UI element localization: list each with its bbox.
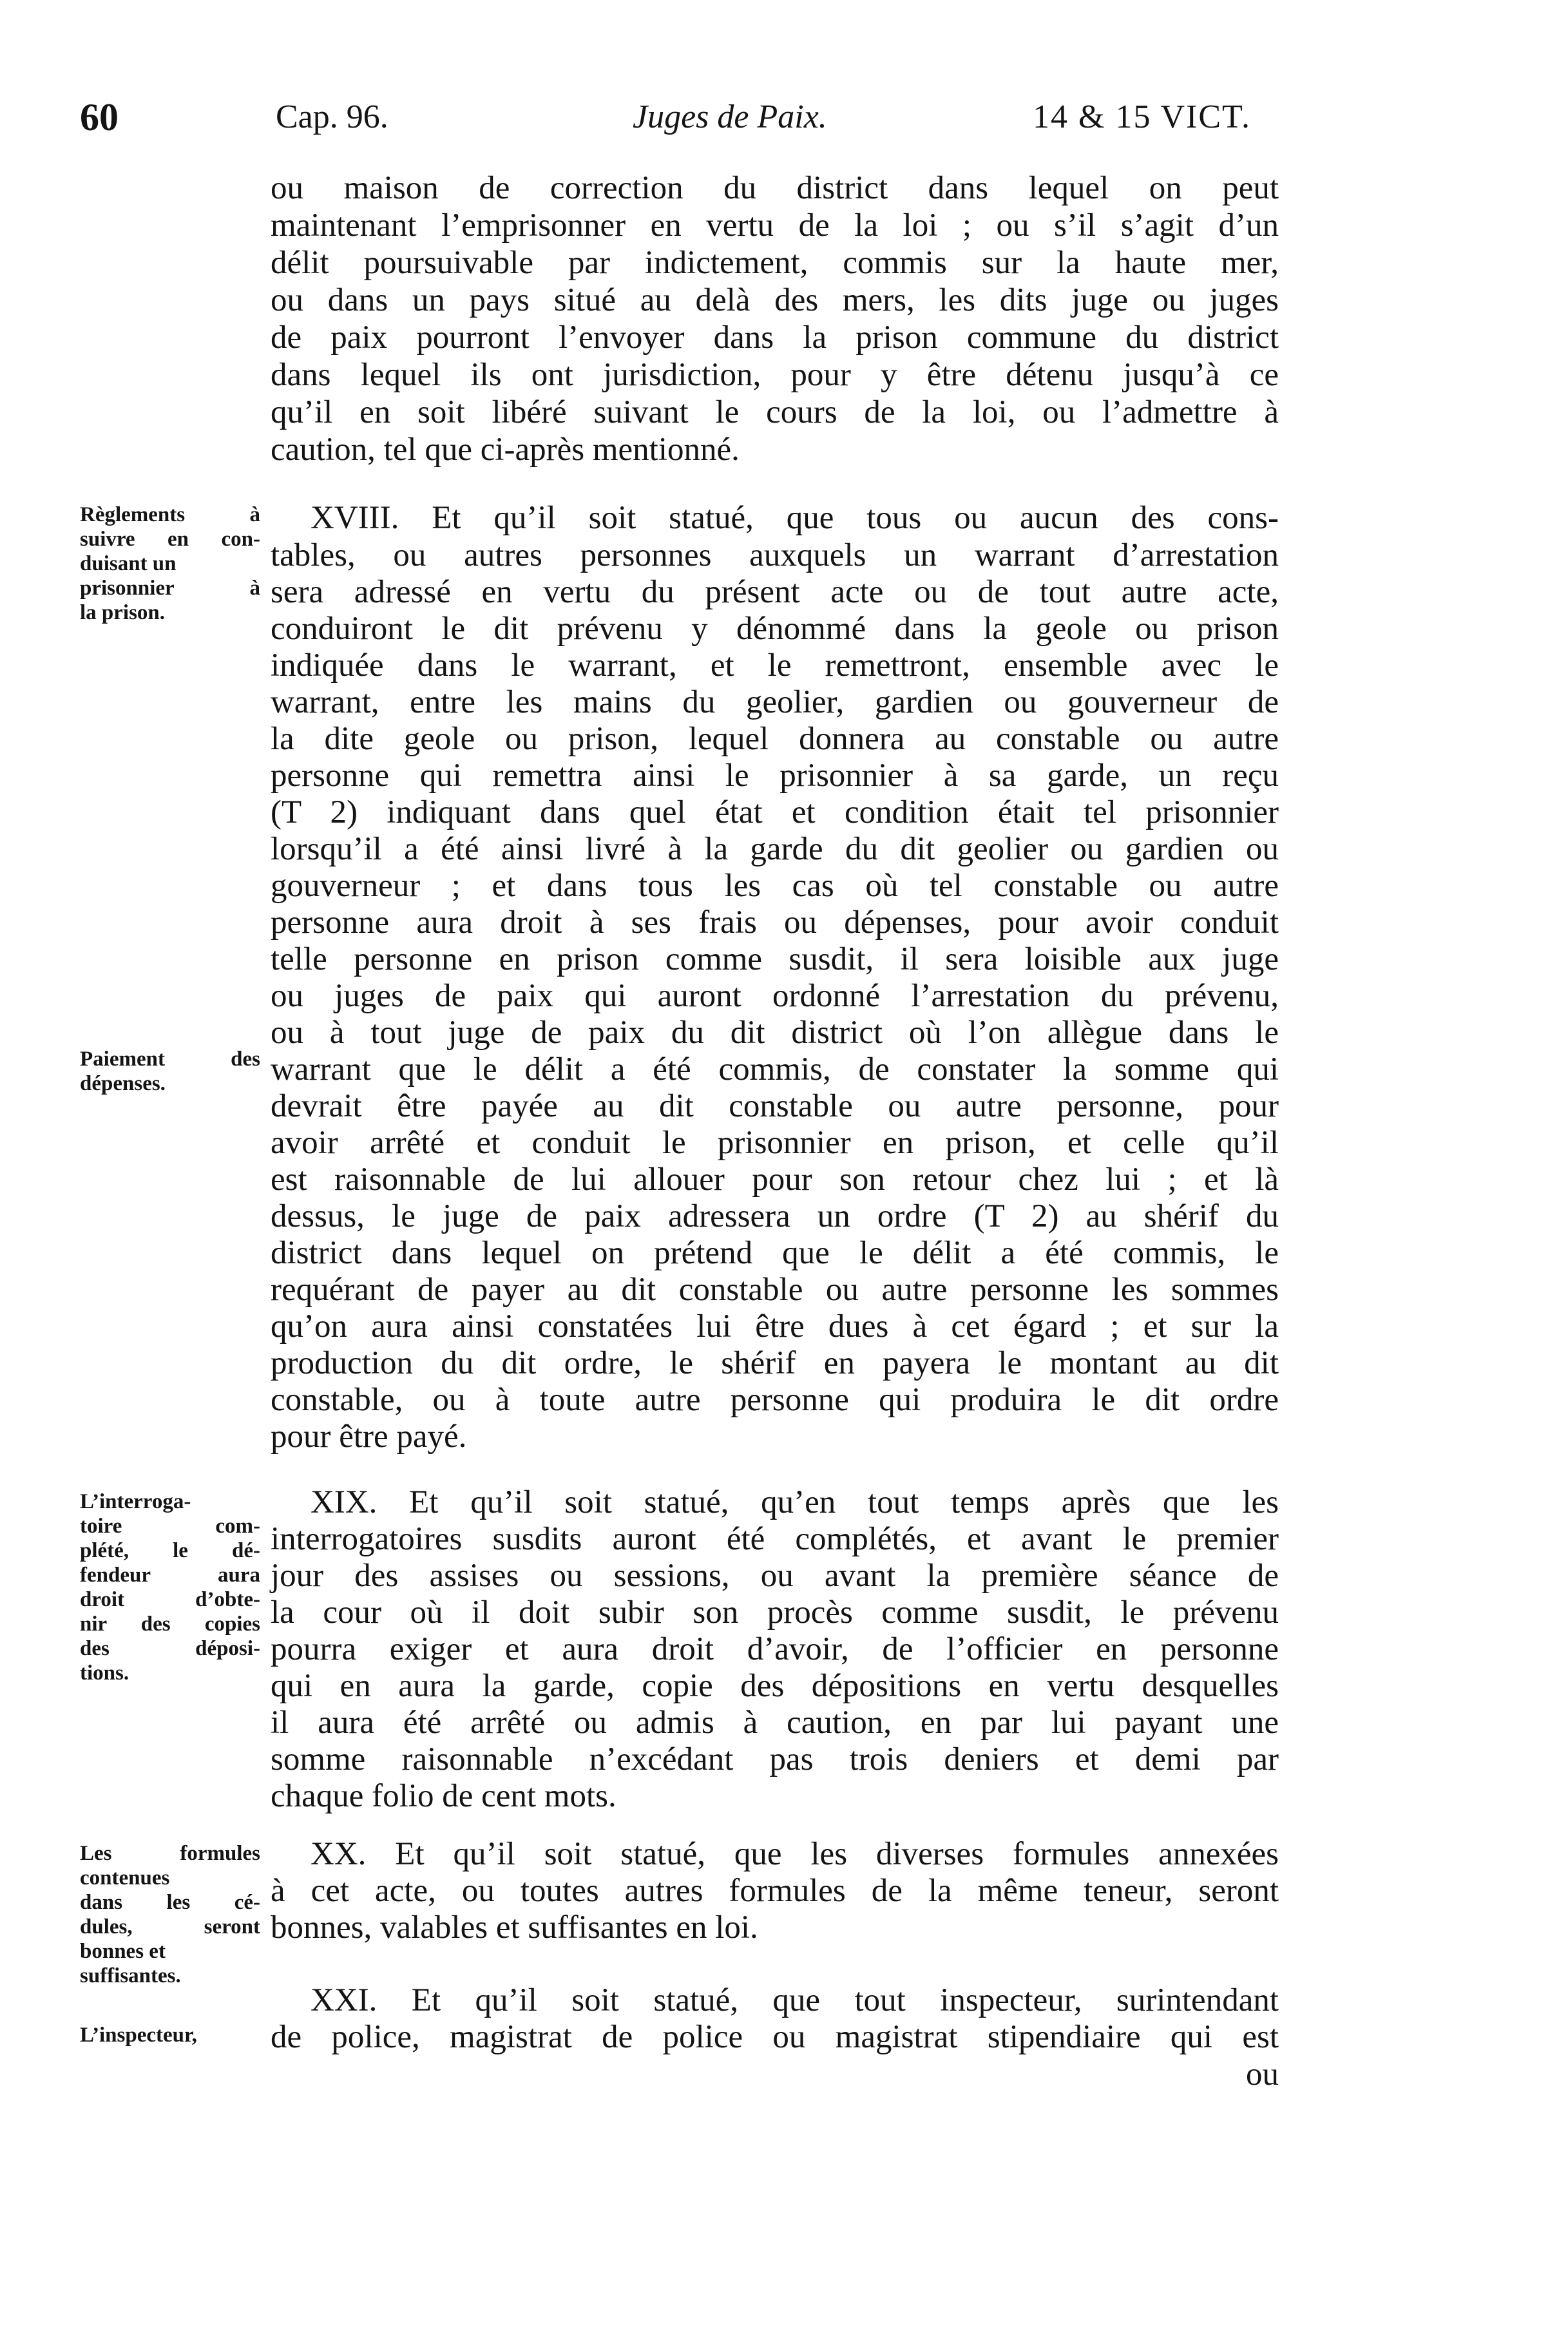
text-line: caution, tel que ci-après mentionné. [271,432,740,468]
running-title: Juges de Paix. [633,99,827,135]
section-heading-line: XX. Et qu’il soit statué, que les diverses formules annexées [311,1836,1279,1872]
text-line: district dans lequel on prétend que le délit a été commis, le [271,1235,1279,1271]
text-line: warrant que le délit a été commis, de constater la somme qui [271,1051,1279,1087]
marginal-note-interrogatory [80,1489,260,1685]
text-line: warrant, entre les mains du geolier, gardien ou gouverneur de [271,684,1279,720]
text-line: avoir arrêté et conduit le prisonnier en prison, et celle qu’il [271,1125,1279,1161]
page-number: 60 [80,96,119,139]
section-heading-line: XVIII. Et qu’il soit statué, que tous ou aucun des cons- [311,500,1279,536]
note-line: dans les cé- [80,1891,260,1914]
text-line: ou dans un pays situé au delà des mers, les dits juge ou juges [271,282,1279,318]
section-heading-line: XXI. Et qu’il soit statué, que tout inspecteur, surintendant [311,1982,1279,2018]
marginal-note-formulas [80,1841,260,1988]
text-line: maintenant l’emprisonner en vertu de la loi ; ou s’il s’agit d’un [271,207,1279,244]
text-line: lorsqu’il a été ainsi livré à la garde du dit geolier ou gardien ou [271,831,1279,867]
note-line: duisant un [80,552,177,575]
note-line: prisonnier à [80,577,260,600]
note-line: tions. [80,1661,129,1685]
text-line: qu’on aura ainsi constatées lui être dues à cet égard ; et sur la [271,1308,1279,1345]
text-line: est raisonnable de lui allouer pour son retour chez lui ; et là [271,1162,1279,1198]
note-line: des déposi- [80,1637,260,1660]
note-line: bonnes et [80,1940,166,1963]
note-line: Règlements à [80,503,260,526]
text-line: conduiront le dit prévenu y dénommé dans la geole ou prison [271,611,1279,647]
text-line: délit poursuivable par indictement, commis sur la haute mer, [271,245,1279,281]
note-line: dépenses. [80,1072,166,1095]
regnal-year: 14 & 15 VICT. [1033,99,1251,135]
text-line: somme raisonnable n’excédant pas trois deniers et demi par [271,1741,1279,1777]
text-line: personne aura droit à ses frais ou dépenses, pour avoir conduit [271,905,1279,941]
text-line: il aura été arrêté ou admis à caution, en par lui payant une [271,1705,1279,1741]
text-line: pourra exiger et aura droit d’avoir, de l’officier en personne [271,1631,1279,1667]
catchword: ou [1246,2056,1279,2092]
text-line: tables, ou autres personnes auxquels un warrant d’arrestation [271,537,1279,573]
text-line: gouverneur ; et dans tous les cas où tel constable ou autre [271,868,1279,904]
note-line: toire com- [80,1515,260,1538]
text-line: qui en aura la garde, copie des dépositions en vertu desquelles [271,1668,1279,1704]
chapter-label: Cap. 96. [276,99,388,135]
text-line: chaque folio de cent mots. [271,1778,617,1814]
text-line: de police, magistrat de police ou magistrat stipendiaire qui est [271,2019,1279,2055]
marginal-note-inspector [80,2023,260,2047]
text-line: devrait être payée au dit constable ou autre personne, pour [271,1088,1279,1124]
note-line: Paiement des [80,1048,260,1071]
note-line: L’inspecteur, [80,2024,197,2047]
note-line: la prison. [80,601,166,624]
text-line: ou juges de paix qui auront ordonné l’arrestation du prévenu, [271,978,1279,1014]
marginal-note-regulations [80,503,260,625]
note-line: contenues [80,1866,170,1890]
note-line: L’interroga- [80,1490,191,1513]
text-line: (T 2) indiquant dans quel état et condition était tel prisonnier [271,794,1279,830]
note-line: suffisantes. [80,1964,181,1987]
note-line: nir des copies [80,1613,260,1636]
text-line: sera adressé en vertu du présent acte ou de tout autre acte, [271,574,1279,610]
note-line: droit d’obte- [80,1588,260,1611]
text-line: interrogatoires susdits auront été complétés, et avant le premier [271,1521,1279,1557]
text-line: requérant de payer au dit constable ou autre personne les sommes [271,1272,1279,1308]
note-line: dules, seront [80,1915,260,1938]
text-line: dans lequel ils ont jurisdiction, pour y être détenu jusqu’à ce [271,357,1279,393]
text-line: bonnes, valables et suffisantes en loi. [271,1910,758,1946]
text-line: personne qui remettra ainsi le prisonnier à sa garde, un reçu [271,758,1279,794]
text-line: de paix pourront l’envoyer dans la prison commune du district [271,320,1279,356]
text-line: la cour où il doit subir son procès comme susdit, le prévenu [271,1594,1279,1631]
text-line: jour des assises ou sessions, ou avant la première séance de [271,1558,1279,1594]
section-heading-line: XIX. Et qu’il soit statué, qu’en tout temps après que les [311,1484,1279,1520]
text-line: indiquée dans le warrant, et le remettront, ensemble avec le [271,647,1279,684]
text-line: constable, ou à toute autre personne qui produira le dit ordre [271,1382,1279,1418]
note-line: Les formules [80,1842,260,1865]
text-line: ou à tout juge de paix du dit district où l’on allègue dans le [271,1015,1279,1051]
text-line: telle personne en prison comme susdit, il sera loisible aux juge [271,941,1279,977]
text-line: qu’il en soit libéré suivant le cours de la loi, ou l’admettre à [271,394,1279,430]
note-line: suivre en con- [80,528,260,551]
note-line: fendeur aura [80,1564,260,1587]
text-line: ou maison de correction du district dans lequel on peut [271,170,1279,206]
marginal-note-expenses [80,1047,260,1096]
note-line: plété, le dé- [80,1539,260,1562]
text-line: à cet acte, ou toutes autres formules de la même teneur, seront [271,1873,1279,1909]
text-line: pour être payé. [271,1419,467,1455]
text-line: la dite geole ou prison, lequel donnera au constable ou autre [271,721,1279,757]
text-line: dessus, le juge de paix adressera un ordre (T 2) au shérif du [271,1198,1279,1234]
text-line: production du dit ordre, le shérif en payera le montant au dit [271,1345,1279,1381]
